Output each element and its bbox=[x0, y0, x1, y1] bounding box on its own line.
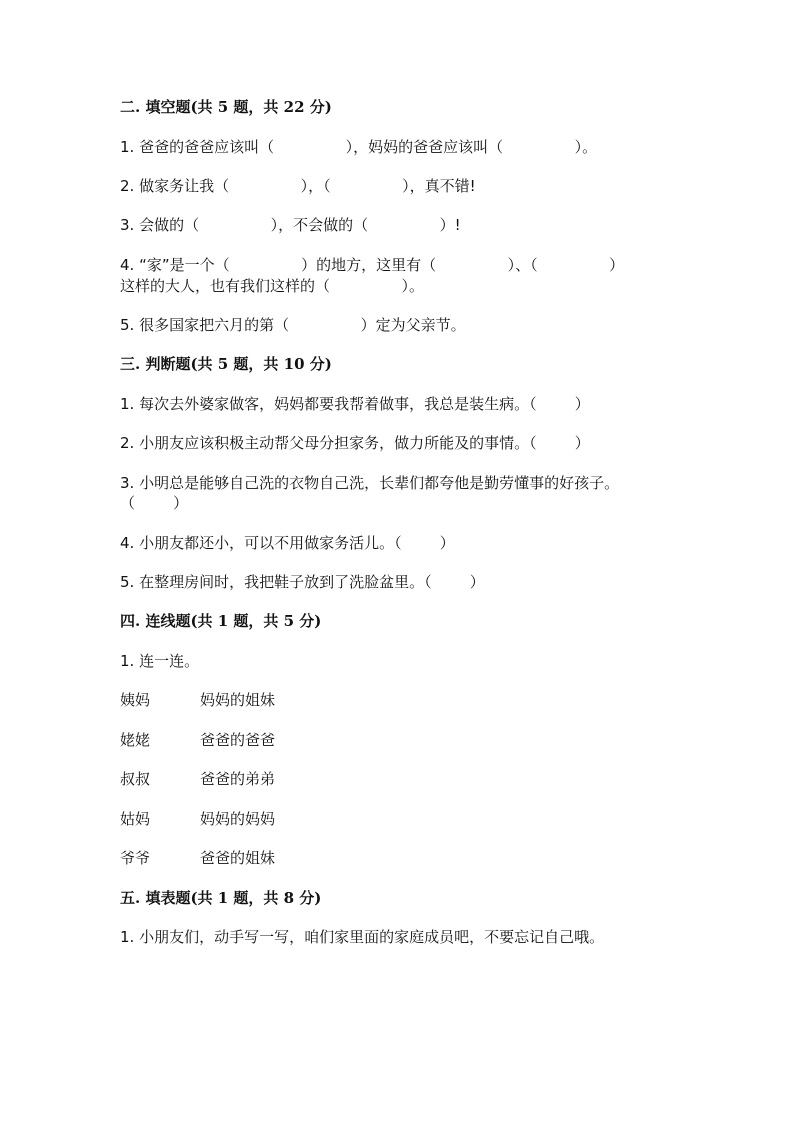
question-text-continued: 这样的大人，也有我们这样的（ ）。 bbox=[120, 277, 425, 295]
section-heading-true-false: 三. 判断题(共 5 题，共 10 分) bbox=[120, 355, 332, 373]
match-right-item: 爸爸的弟弟 bbox=[200, 770, 276, 788]
match-left-item: 姨妈 bbox=[120, 691, 151, 709]
section-heading-fill-blank: 二. 填空题(共 5 题，共 22 分) bbox=[120, 98, 332, 116]
match-left-item: 叔叔 bbox=[120, 770, 151, 788]
match-left-item: 爷爷 bbox=[120, 849, 151, 867]
question-text: 4. 小朋友都还小，可以不用做家务活儿。（ ） bbox=[120, 534, 455, 552]
match-right-item: 妈妈的妈妈 bbox=[200, 810, 276, 828]
match-left-item: 姑妈 bbox=[120, 810, 151, 828]
match-right-item: 妈妈的姐妹 bbox=[200, 691, 276, 709]
question-text: 4. “家”是一个（ ）的地方，这里有（ ）、（ ） bbox=[120, 256, 625, 274]
match-right-item: 爸爸的姐妹 bbox=[200, 849, 276, 867]
question-text: 1. 连一连。 bbox=[120, 652, 200, 670]
match-right-item: 爸爸的爸爸 bbox=[200, 731, 276, 749]
section-heading-matching: 四. 连线题(共 1 题，共 5 分) bbox=[120, 612, 322, 630]
question-text: 1. 爸爸的爸爸应该叫（ ），妈妈的爸爸应该叫（ ）。 bbox=[120, 138, 598, 156]
question-text: 2. 小朋友应该积极主动帮父母分担家务，做力所能及的事情。（ ） bbox=[120, 434, 590, 452]
question-text: 1. 小朋友们，动手写一写，咱们家里面的家庭成员吧，不要忘记自己哦。 bbox=[120, 928, 605, 946]
question-text-continued: （ ） bbox=[120, 494, 189, 512]
question-text: 5. 在整理房间时，我把鞋子放到了洗脸盆里。（ ） bbox=[120, 573, 485, 591]
question-text: 2. 做家务让我（ ），（ ），真不错! bbox=[120, 177, 476, 195]
question-text: 5. 很多国家把六月的第（ ）定为父亲节。 bbox=[120, 316, 466, 334]
question-text: 3. 小明总是能够自己洗的衣物自己洗，长辈们都夸他是勤劳懂事的好孩子。 bbox=[120, 474, 620, 492]
question-text: 3. 会做的（ ），不会做的（ ）! bbox=[120, 216, 461, 234]
question-text: 1. 每次去外婆家做客，妈妈都要我帮着做事，我总是装生病。（ ） bbox=[120, 395, 590, 413]
match-left-item: 姥姥 bbox=[120, 731, 151, 749]
section-heading-fill-table: 五. 填表题(共 1 题，共 8 分) bbox=[120, 889, 322, 907]
